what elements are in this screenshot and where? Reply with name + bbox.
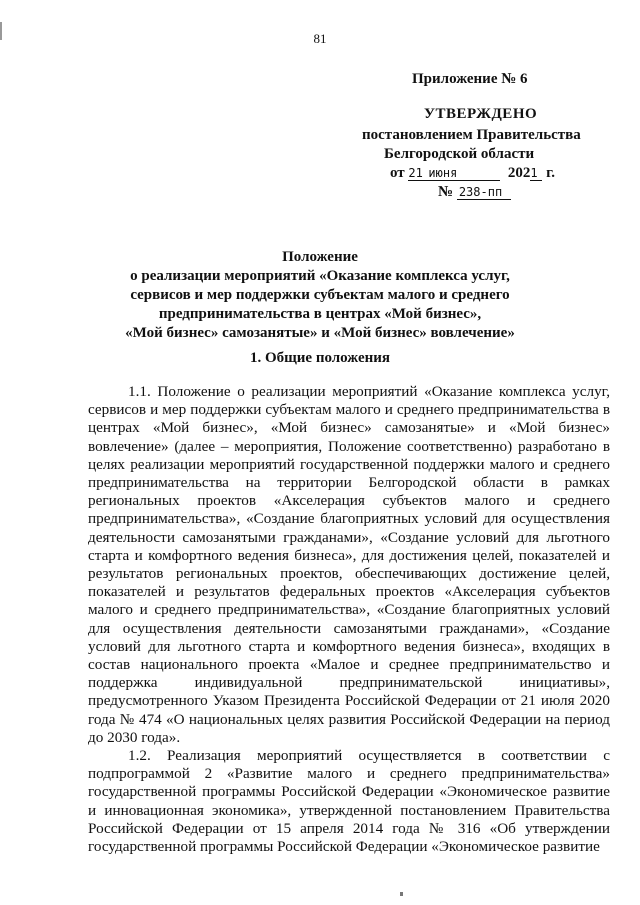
date-prefix: от bbox=[390, 165, 405, 181]
approval-stamp-block bbox=[350, 70, 620, 202]
approved-label: УТВЕРЖДЕНО bbox=[424, 106, 538, 122]
paragraph-1-2: 1.2. Реализация мероприятий осуществляется в соответствии с подпрограммой 2 «Развитие малого и среднего предпринимательства» государственной программы Российской Федерации «Экономическое развитие и инновационная экономика», утвержденной постановлением Правительства Российской Федерации от 15 апреля 2014 года № 316 «Об утверждении государственной программы Российской Федерации «Экономическое развитие bbox=[88, 747, 610, 856]
decree-line-1: постановлением Правительства bbox=[362, 127, 581, 143]
annex-label: Приложение № 6 bbox=[412, 71, 528, 87]
paragraph-1-1: 1.1. Положение о реализации мероприятий «Оказание комплекса услуг, сервисов и мер поддержки субъектам малого и среднего предпринимательства в центрах «Мой бизнес», «Мой бизнес» самозанятые» и «Мой бизнес» вовлечение» (далее – мероприятия, Положение соответственно) разработано в целях реализации мероприятий государственной поддержки малого и среднего предпринимательства на территории Белгородской области в рамках региональных проектов «Акселерация субъектов малого и среднего предпринимательства», «Создание благоприятных условий для осуществления деятельности самозанятыми гражданами», «Создание условий для льготного старта и комфортного ведения бизнеса», для достижения целей, показателей и результатов региональных проектов, обеспечивающих достижение целей, показателей и результатов федеральных проектов «Акселерация субъектов малого и среднего предпринимательства», «Создание благоприятных условий для осуществления деятельности самозанятыми гражданами», «Создание условий для льготного старта и комфортного ведения бизнеса», входящих в состав национального проекта «Малое и среднее предпринимательство и поддержка индивидуальной предпринимательской инициативы», предусмотренного Указом Президента Российской Федерации от 21 июля 2020 года № 474 «О национальных целях развития Российской Федерации на период до 2030 года». bbox=[88, 383, 610, 746]
section-heading: 1. Общие положения bbox=[249, 350, 391, 366]
date-year-prefix: 202 bbox=[507, 165, 531, 181]
date-suffix: г. bbox=[546, 165, 556, 181]
date-year-suffix: 1 bbox=[530, 166, 542, 181]
title-line-1: Положение bbox=[282, 249, 358, 265]
scan-bottom-mark bbox=[400, 892, 403, 896]
title-line-4: предпринимательства в центрах «Мой бизнес», bbox=[158, 306, 482, 322]
number-prefix: № bbox=[438, 184, 454, 200]
decree-line-2: Белгородской области bbox=[384, 146, 535, 162]
title-line-2: о реализации мероприятий «Оказание комплекса услуг, bbox=[130, 268, 510, 284]
decree-number bbox=[350, 183, 620, 202]
title-line-5: «Мой бизнес» самозанятые» и «Мой бизнес» вовлечение» bbox=[125, 325, 515, 341]
date-month: июня bbox=[424, 166, 500, 181]
date-day: 21 bbox=[408, 166, 423, 180]
number-value: 238-пп bbox=[457, 185, 511, 200]
decree-date bbox=[350, 164, 620, 183]
body-text bbox=[88, 383, 610, 856]
page-number: 81 bbox=[313, 31, 327, 46]
document-title bbox=[100, 248, 540, 343]
title-line-3: сервисов и мер поддержки субъектам малого и среднего bbox=[130, 287, 510, 303]
